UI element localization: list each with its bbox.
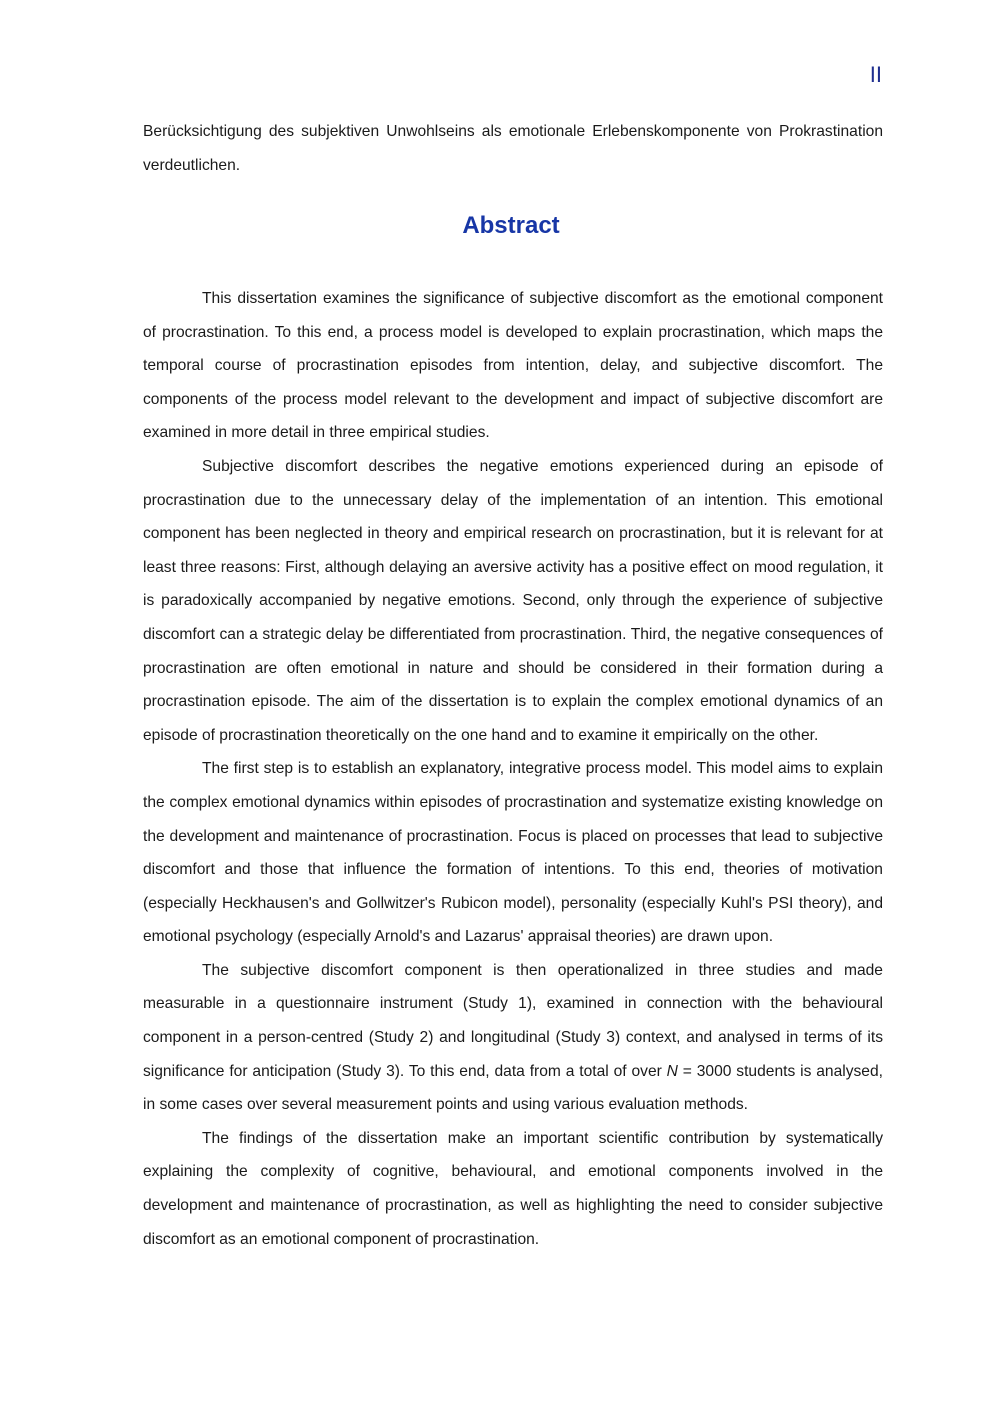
abstract-paragraph-5: The findings of the dissertation make an important scientific contribution by systematically explaining the complexity of cognitive, behavioural, and emotional components involved in the development and maintenance of procrastination, as well as highlighting the need to consider subjective discomfort as an emotional component of procrastination. (143, 1129, 883, 1248)
abstract-body (143, 282, 883, 1256)
paragraph-4-text-a: The subjective discomfort component is then operationalized in three studies and made measurable in a questionnaire instrument (Study 1), examined in connection with the behavioural component in a person-centred (Study 2) and longitudinal (Study 3) context, and analysed in terms of its significance for anticipation (Study 3). To this end, data from a total of over (143, 961, 883, 1080)
abstract-paragraph-4 (143, 954, 883, 1122)
abstract-paragraph-2: Subjective discomfort describes the negative emotions experienced during an episode of procrastination due to the unnecessary delay of the implementation of an intention. This emotional component has been neglected in theory and empirical research on procrastination, but it is relevant for at least three reasons: First, although delaying an aversive activity has a positive effect on mood regulation, it is paradoxically accompanied by negative emotions. Second, only through the experience of subjective discomfort can a strategic delay be differentiated from procrastination. Third, the negative consequences of procrastination are often emotional in nature and should be considered in their formation during a procrastination episode. The aim of the dissertation is to explain the complex emotional dynamics of an episode of procrastination theoretically on the one hand and to examine it empirically on the other. (143, 457, 883, 744)
page-number: II (869, 62, 882, 87)
sample-size-symbol: N (666, 1062, 678, 1080)
carryover-paragraph: Berücksichtigung des subjektiven Unwohlseins als emotionale Erlebenskomponente von Prokrastination verdeutlichen. (143, 123, 883, 174)
abstract-paragraph-1: This dissertation examines the significance of subjective discomfort as the emotional component of procrastination. To this end, a process model is developed to explain procrastination, which maps the temporal course of procrastination episodes from intention, delay, and subjective discomfort. The components of the process model relevant to the development and impact of subjective discomfort are examined in more detail in three empirical studies. (143, 290, 883, 442)
paragraph-4-text-b: = 3000 students is analysed, in some cases over several measurement points and using various evaluation methods. (143, 1062, 883, 1114)
abstract-heading: Abstract (462, 212, 560, 239)
abstract-paragraph-3: The first step is to establish an explanatory, integrative process model. This model aims to explain the complex emotional dynamics within episodes of procrastination and systematize existing knowledge on the development and maintenance of procrastination. Focus is placed on processes that lead to subjective discomfort and those that influence the formation of intentions. To this end, theories of motivation (especially Heckhausen's and Gollwitzer's Rubicon model), personality (especially Kuhl's PSI theory), and emotional psychology (especially Arnold's and Lazarus' appraisal theories) are drawn upon. (143, 760, 883, 946)
